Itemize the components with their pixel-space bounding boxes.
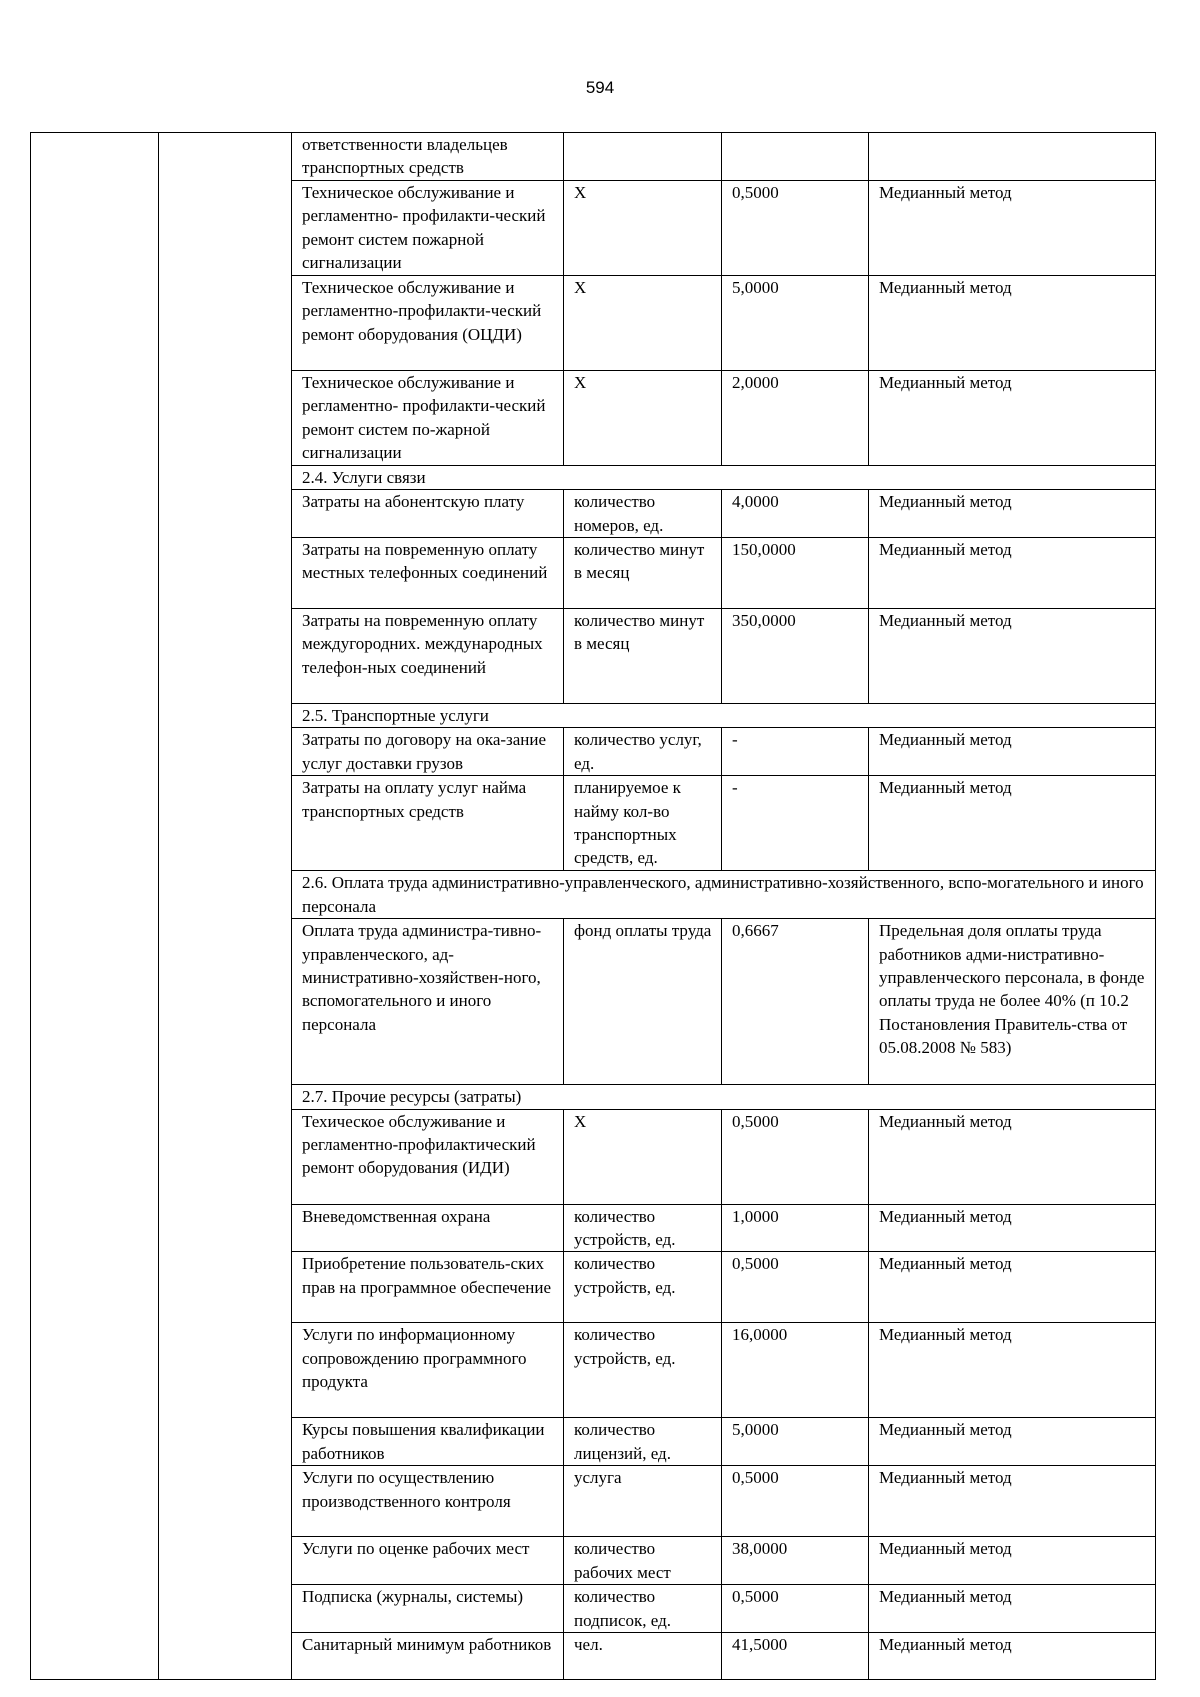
cost-item-name: Затраты на повременную оплату междугородних. международных телефон-ных соединений <box>292 609 564 704</box>
calculation-method: Медианный метод <box>869 1204 1156 1252</box>
cost-item-name: Оплата труда администра-тивно-управленческого, ад-министративно-хозяйствен-ного, вспомогательного и иного персонала <box>292 919 564 1085</box>
norm-value: 0,6667 <box>722 919 869 1085</box>
cost-item-name: Приобретение пользователь-ских прав на программное обеспечение <box>292 1252 564 1323</box>
cost-item-name: Услуги по оценке рабочих мест <box>292 1537 564 1585</box>
norm-value: 16,0000 <box>722 1323 869 1418</box>
unit-of-measure <box>564 133 722 181</box>
unit-of-measure: Х <box>564 370 722 465</box>
section-title: 2.6. Оплата труда административно-управленческого, административно-хозяйственного, вспо-могательного и иного персонала <box>292 871 1156 919</box>
cost-item-name: Техническое обслуживание и регламентно- профилакти-ческий ремонт систем пожарной сигнализации <box>292 180 564 275</box>
cost-item-name: Подписка (журналы, системы) <box>292 1585 564 1633</box>
calculation-method: Медианный метод <box>869 609 1156 704</box>
calculation-method: Медианный метод <box>869 275 1156 370</box>
section-title: 2.5. Транспортные услуги <box>292 704 1156 728</box>
norm-value: 5,0000 <box>722 1418 869 1466</box>
norm-value: 2,0000 <box>722 370 869 465</box>
norm-value: 1,0000 <box>722 1204 869 1252</box>
cost-item-name: Затраты по договору на ока-зание услуг доставки грузов <box>292 728 564 776</box>
calculation-method: Медианный метод <box>869 490 1156 538</box>
unit-of-measure: количество устройств, ед. <box>564 1323 722 1418</box>
table-body <box>31 133 1156 1680</box>
cost-item-name: Затраты на абонентскую плату <box>292 490 564 538</box>
cost-item-name: Курсы повышения квалификации работников <box>292 1418 564 1466</box>
unit-of-measure: Х <box>564 180 722 275</box>
unit-of-measure: количество услуг, ед. <box>564 728 722 776</box>
cost-norms-table <box>30 132 1156 1680</box>
norm-value: 0,5000 <box>722 1466 869 1537</box>
unit-of-measure: количество рабочих мест <box>564 1537 722 1585</box>
unit-of-measure: количество устройств, ед. <box>564 1252 722 1323</box>
unit-of-measure: количество устройств, ед. <box>564 1204 722 1252</box>
calculation-method: Медианный метод <box>869 1418 1156 1466</box>
norm-value: 350,0000 <box>722 609 869 704</box>
unit-of-measure: Х <box>564 1109 722 1204</box>
page-number: 594 <box>585 78 615 97</box>
norm-value <box>722 133 869 181</box>
norm-value: 4,0000 <box>722 490 869 538</box>
calculation-method: Медианный метод <box>869 1252 1156 1323</box>
norm-value: - <box>722 776 869 871</box>
norm-value: 38,0000 <box>722 1537 869 1585</box>
norm-value: 41,5000 <box>722 1632 869 1679</box>
norm-value: 0,5000 <box>722 1252 869 1323</box>
norm-value: - <box>722 728 869 776</box>
unit-of-measure: количество подписок, ед. <box>564 1585 722 1633</box>
unit-of-measure: планируемое к найму кол-во транспортных средств, ед. <box>564 776 722 871</box>
calculation-method: Медианный метод <box>869 1323 1156 1418</box>
calculation-method: Медианный метод <box>869 1585 1156 1633</box>
norm-value: 5,0000 <box>722 275 869 370</box>
unit-of-measure: количество минут в месяц <box>564 609 722 704</box>
calculation-method: Предельная доля оплаты труда работников адми-нистративно-управленческого персонала, в фонде оплаты труда не более 40% (п 10.2 Постановления Правитель-ства от 05.08.2008 № 583) <box>869 919 1156 1085</box>
cost-item-name: Затраты на оплату услуг найма транспортных средств <box>292 776 564 871</box>
norm-value: 0,5000 <box>722 1585 869 1633</box>
first-column-cell <box>31 133 159 1680</box>
calculation-method: Медианный метод <box>869 180 1156 275</box>
cost-item-name: Техническое обслуживание и регламентно- профилакти-ческий ремонт систем по-жарной сигнализации <box>292 370 564 465</box>
unit-of-measure: чел. <box>564 1632 722 1679</box>
calculation-method: Медианный метод <box>869 538 1156 609</box>
calculation-method: Медианный метод <box>869 1109 1156 1204</box>
norm-value: 0,5000 <box>722 1109 869 1204</box>
section-title: 2.4. Услуги связи <box>292 465 1156 489</box>
calculation-method: Медианный метод <box>869 776 1156 871</box>
cost-item-name: ответственности владельцев транспортных средств <box>292 133 564 181</box>
cost-item-name: Техническое обслуживание и регламентно-профилакти-ческий ремонт оборудования (ОЦДИ) <box>292 275 564 370</box>
unit-of-measure: количество номеров, ед. <box>564 490 722 538</box>
unit-of-measure: Х <box>564 275 722 370</box>
calculation-method: Медианный метод <box>869 1632 1156 1679</box>
cost-item-name: Затраты на повременную оплату местных телефонных соединений <box>292 538 564 609</box>
cost-item-name: Вневедомственная охрана <box>292 1204 564 1252</box>
cost-item-name: Техическое обслуживание и регламентно-профилактический ремонт оборудования (ИДИ) <box>292 1109 564 1204</box>
unit-of-measure: фонд оплаты труда <box>564 919 722 1085</box>
calculation-method <box>869 133 1156 181</box>
calculation-method: Медианный метод <box>869 1466 1156 1537</box>
norm-value: 150,0000 <box>722 538 869 609</box>
calculation-method: Медианный метод <box>869 728 1156 776</box>
second-column-cell <box>159 133 292 1680</box>
cost-item-name: Услуги по информационному сопровождению программного продукта <box>292 1323 564 1418</box>
table-row <box>31 133 1156 181</box>
norm-value: 0,5000 <box>722 180 869 275</box>
calculation-method: Медианный метод <box>869 370 1156 465</box>
unit-of-measure: количество лицензий, ед. <box>564 1418 722 1466</box>
cost-item-name: Санитарный минимум работников <box>292 1632 564 1679</box>
section-title: 2.7. Прочие ресурсы (затраты) <box>292 1085 1156 1109</box>
unit-of-measure: количество минут в месяц <box>564 538 722 609</box>
cost-item-name: Услуги по осуществлению производственного контроля <box>292 1466 564 1537</box>
unit-of-measure: услуга <box>564 1466 722 1537</box>
calculation-method: Медианный метод <box>869 1537 1156 1585</box>
